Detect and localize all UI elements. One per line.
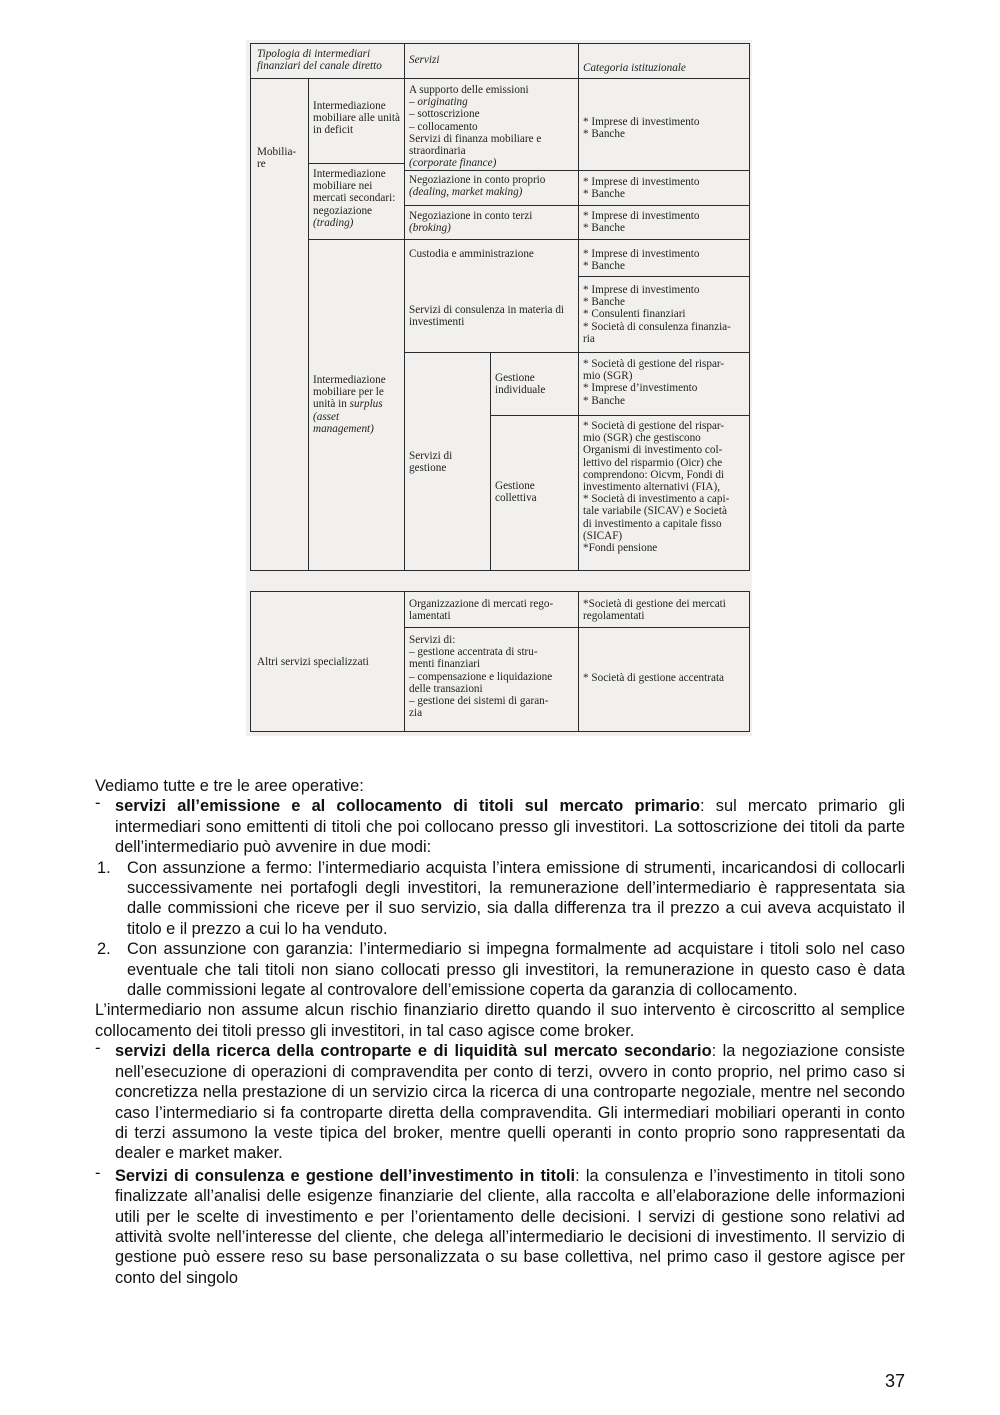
header-tipologia: Tipologia di intermediari finanziari del canale diretto bbox=[257, 48, 382, 73]
header-categoria: Categoria istituzionale bbox=[583, 62, 686, 74]
bullet-secondario bbox=[95, 1041, 905, 1163]
bullet-mark: - bbox=[95, 794, 101, 813]
numbered-item-2-text: Con assunzione con garanzia: l’intermediario si impegna formalmente ad acquistare i titoli solo nel caso eventuale che tali titoli non siano collocati presso gli investitori, la remunerazione in questo caso è data dalle commissioni legate al controvalore dell’emissione coperta da garanzia di collocamento. bbox=[127, 940, 905, 1000]
emissioni-line5: Servizi di finanza mobiliare e straordinaria bbox=[409, 132, 542, 158]
grid-line bbox=[578, 43, 579, 571]
org-mercati: Organizzazione di mercati rego- lamentati bbox=[409, 598, 554, 623]
servizi-di: Servizi di: – gestione accentrata di stru- menti finanziari – compensazione e liquidazione delle transazioni – gestione dei sistemi di garan- zia bbox=[409, 634, 553, 720]
scanned-table-image bbox=[246, 40, 752, 736]
grid-line bbox=[250, 43, 750, 44]
service-gestione-collettiva: Gestione collettiva bbox=[495, 480, 537, 505]
emissioni-line4: – collocamento bbox=[409, 120, 478, 133]
bullet-secondario-text: : la negoziazione consiste nell’esecuzione di operazioni di compravendita per conto di terzi, ovvero in conto proprio, nel primo caso si concretizza nella prestazione di un servizio circa la ricerca di una controparte negoziale, mentre nel secondo caso l’intermediario si fa controparte diretta della compravendita. Gli intermediari mobiliari operanti in conto di terzi assumono la veste tipica del broker, mentre quelli operanti in conto proprio sono rappresentati da dealer e market maker. bbox=[115, 1042, 905, 1163]
bullet-mark: - bbox=[95, 1039, 101, 1058]
category-2: * Imprese di investimento * Banche bbox=[583, 176, 700, 201]
bullet-consulenza-text: : la consulenza e l’investimento in titoli sono finalizzate all’analisi delle esigenze finanziarie del cliente, alla raccolta e all’elaborazione delle informazioni utili per le scelte di investimento e per l’orientamento delle decisioni. I servizi di gestione sono relativi ad attività svolte nell’interesse del cliente, che delega all’intermediario le decisioni di investimento. Il servizio di gestione può essere reso su base personalizzata o su base collettiva, nel primo caso il gestore agisce per conto del singolo bbox=[115, 1166, 905, 1287]
service-consulenza: Servizi di consulenza in materia di investimenti bbox=[409, 304, 565, 329]
category-6: * Società di gestione del rispar- mio (SGR) * Imprese d’investimento * Banche bbox=[583, 358, 725, 407]
service-gestione: Servizi di gestione bbox=[409, 450, 453, 475]
group-surplus-italic2: (asset management) bbox=[313, 410, 374, 435]
page-number: 37 bbox=[884, 1371, 905, 1391]
group-surplus-italic: surplus bbox=[349, 398, 383, 411]
grid-line bbox=[749, 43, 750, 571]
group-surplus-text: Intermediazione mobiliare per le unità in bbox=[313, 374, 386, 411]
group-secondari-text: Intermediazione mobiliare nei mercati secondari: negoziazione bbox=[313, 168, 396, 217]
grid-line bbox=[404, 43, 405, 571]
broker-paragraph: L’intermediario non assume alcun rischio finanziario diretto quando il suo intervento è circoscritto al semplice collocamento dei titoli presso gli investitori, in tal caso agisce come broker. bbox=[95, 1001, 905, 1040]
conto-terzi-italic: (broking) bbox=[409, 222, 451, 235]
group-surplus bbox=[310, 372, 404, 452]
number-mark-1: 1. bbox=[97, 858, 111, 877]
grid-line bbox=[250, 43, 251, 571]
intro-paragraph: Vediamo tutte e tre le aree operative: bbox=[95, 777, 364, 795]
grid-line bbox=[490, 352, 491, 570]
service-gestione-individuale: Gestione individuale bbox=[495, 372, 546, 397]
grid-line bbox=[578, 276, 750, 277]
bullet-consulenza-bold: Servizi di consulenza e gestione dell’investimento in titoli bbox=[115, 1166, 576, 1185]
grid-line bbox=[404, 205, 750, 206]
service-conto-terzi bbox=[406, 208, 578, 242]
grid-line bbox=[308, 163, 404, 164]
emissioni-line2: – originating bbox=[409, 96, 468, 109]
group-secondari bbox=[310, 166, 404, 236]
grid-line bbox=[490, 415, 750, 416]
bullet-consulenza bbox=[95, 1163, 905, 1288]
category-4: * Imprese di investimento * Banche bbox=[583, 248, 700, 273]
conto-proprio-text: Negoziazione in conto proprio bbox=[409, 174, 546, 186]
numbered-item-1-text: Con assunzione a fermo: l’intermediario acquista l’intera emissione di strumenti, incaricandosi di collocarli successivamente nei portafogli degli investitori, la remunerazione dell’intermediario è rappresentata sia dalle commissioni che riceve per il suo servizio, sia dalla differenza tra il prezzo a cui aveva acquistato il titolo e il prezzo a cui lo ha venduto. bbox=[127, 858, 905, 938]
numbered-item-2 bbox=[95, 939, 905, 1000]
grid-line bbox=[404, 170, 750, 171]
category-3: * Imprese di investimento * Banche bbox=[583, 210, 700, 235]
body-text bbox=[95, 776, 905, 1288]
grid-line bbox=[404, 591, 405, 732]
service-custodia: Custodia e amministrazione bbox=[409, 248, 534, 260]
grid-line bbox=[250, 731, 750, 732]
grid-line bbox=[250, 570, 750, 571]
number-mark-2: 2. bbox=[97, 940, 111, 959]
bullet-mark: - bbox=[95, 1163, 101, 1182]
grid-line bbox=[404, 627, 750, 628]
org-mercati-category: *Società di gestione dei mercati regolamentati bbox=[583, 598, 726, 623]
grid-line bbox=[578, 591, 579, 732]
servizi-di-category: * Società di gestione accentrata bbox=[583, 672, 725, 684]
conto-terzi-text: Negoziazione in conto terzi bbox=[409, 210, 533, 222]
mobiliare-label: Mobilia- re bbox=[257, 146, 297, 171]
category-1: * Imprese di investimento * Banche bbox=[583, 116, 700, 141]
emissioni-line1: A supporto delle emissioni bbox=[409, 84, 529, 96]
service-emissioni bbox=[406, 82, 578, 170]
header-servizi: Servizi bbox=[409, 54, 440, 66]
bullet-primario-bold: servizi all’emissione e al collocamento di titoli sul mercato primario bbox=[115, 797, 701, 816]
grid-line bbox=[749, 591, 750, 732]
category-5: * Imprese di investimento * Banche * Consulenti finanziari * Società di consulenza finanzia- ria bbox=[583, 284, 731, 345]
grid-line bbox=[250, 78, 750, 79]
bullet-primario-text: : sul mercato primario gli intermediari sono emittenti di titoli che poi collocano presso gli investitori. La sottoscrizione dei titoli da parte dell’intermediario può avvenire in due modi: bbox=[115, 797, 905, 857]
altri-servizi-label: Altri servizi specializzati bbox=[257, 656, 369, 668]
group-secondari-italic: (trading) bbox=[313, 216, 354, 229]
conto-proprio-italic: (dealing, market making) bbox=[409, 186, 523, 199]
bullet-primario bbox=[95, 796, 905, 857]
grid-line bbox=[308, 239, 750, 240]
grid-line bbox=[308, 78, 309, 570]
grid-line bbox=[404, 352, 750, 353]
category-7: * Società di gestione del rispar- mio (SGR) che gestiscono Organismi di investimento col- lettivo del risparmio (Oicr) che comprendono: Oicvm, Fondi di investimento alternativi (FIA), * Società di investimento a capi- tale variabile (SICAV) e Società di investimento a capitale fisso (SICAF) *Fondi pensione bbox=[583, 420, 730, 555]
grid-line bbox=[250, 591, 251, 732]
grid-line bbox=[250, 591, 750, 592]
emissioni-line3: – sottoscrizione bbox=[409, 108, 480, 121]
group-deficit: Intermediazione mobiliare alle unità in deficit bbox=[313, 100, 400, 137]
bullet-secondario-bold: servizi della ricerca della controparte e di liquidità sul mercato secondario bbox=[115, 1042, 712, 1061]
service-conto-proprio bbox=[406, 172, 578, 206]
numbered-item-1 bbox=[95, 858, 905, 940]
emissioni-line6: (corporate finance) bbox=[409, 157, 497, 170]
